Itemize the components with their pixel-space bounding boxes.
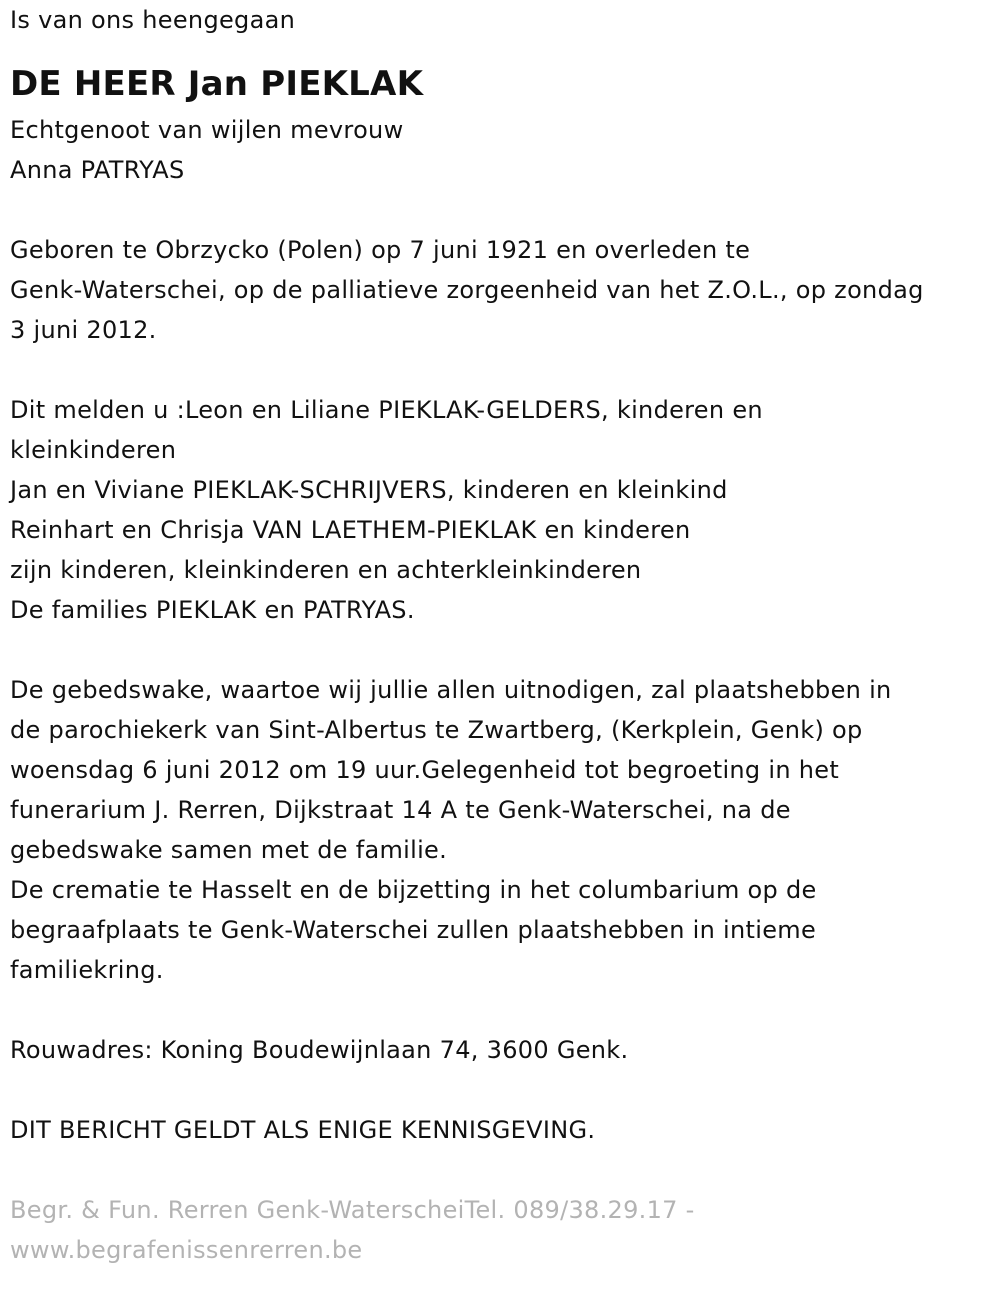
notice-text: DIT BERICHT GELDT ALS ENIGE KENNISGEVING. — [10, 1116, 596, 1144]
deceased-name: DE HEER Jan PIEKLAK — [10, 64, 424, 104]
paragraph-line: gebedswake samen met de familie. — [10, 836, 448, 864]
paragraph-line: Genk-Waterschei, op de palliatieve zorgeenheid van het Z.O.L., op zondag — [10, 276, 924, 304]
paragraph-line: kleinkinderen — [10, 436, 177, 464]
mourning-address: Rouwadres: Koning Boudewijnlaan 74, 3600 Genk. — [10, 1036, 629, 1064]
announcers-paragraph — [10, 390, 995, 630]
obituary-notice — [10, 0, 995, 1270]
funeral-home-footer — [10, 1190, 995, 1270]
paragraph-line: zijn kinderen, kleinkinderen en achterkleinkinderen — [10, 556, 642, 584]
paragraph-line: 3 juni 2012. — [10, 316, 157, 344]
footer-line: Begr. & Fun. Rerren Genk-WaterscheiTel. 089/38.29.17 - — [10, 1196, 695, 1224]
paragraph-line: De crematie te Hasselt en de bijzetting in het columbarium op de — [10, 876, 817, 904]
paragraph-line: De gebedswake, waartoe wij jullie allen uitnodigen, zal plaatshebben in — [10, 676, 892, 704]
paragraph-line: Reinhart en Chrisja VAN LAETHEM-PIEKLAK en kinderen — [10, 516, 691, 544]
paragraph-line: familiekring. — [10, 956, 164, 984]
spouse-block — [10, 110, 995, 190]
paragraph-line: Dit melden u :Leon en Liliane PIEKLAK-GELDERS, kinderen en — [10, 396, 763, 424]
paragraph-line: De families PIEKLAK en PATRYAS. — [10, 596, 415, 624]
paragraph-line: woensdag 6 juni 2012 om 19 uur.Gelegenheid tot begroeting in het — [10, 756, 840, 784]
spouse-line: Echtgenoot van wijlen mevrouw — [10, 116, 404, 144]
paragraph-line: funerarium J. Rerren, Dijkstraat 14 A te Genk-Waterschei, na de — [10, 796, 791, 824]
paragraph-line: begraafplaats te Genk-Waterschei zullen plaatshebben in intieme — [10, 916, 817, 944]
spouse-line: Anna PATRYAS — [10, 156, 185, 184]
intro-text: Is van ons heengegaan — [10, 6, 296, 34]
footer-website: www.begrafenissenrerren.be — [10, 1236, 363, 1264]
paragraph-line: Jan en Viviane PIEKLAK-SCHRIJVERS, kinderen en kleinkind — [10, 476, 728, 504]
paragraph-line: de parochiekerk van Sint-Albertus te Zwartberg, (Kerkplein, Genk) op — [10, 716, 863, 744]
paragraph-line: Geboren te Obrzycko (Polen) op 7 juni 1921 en overleden te — [10, 236, 751, 264]
ceremony-paragraph — [10, 670, 995, 990]
birth-death-paragraph — [10, 230, 995, 350]
